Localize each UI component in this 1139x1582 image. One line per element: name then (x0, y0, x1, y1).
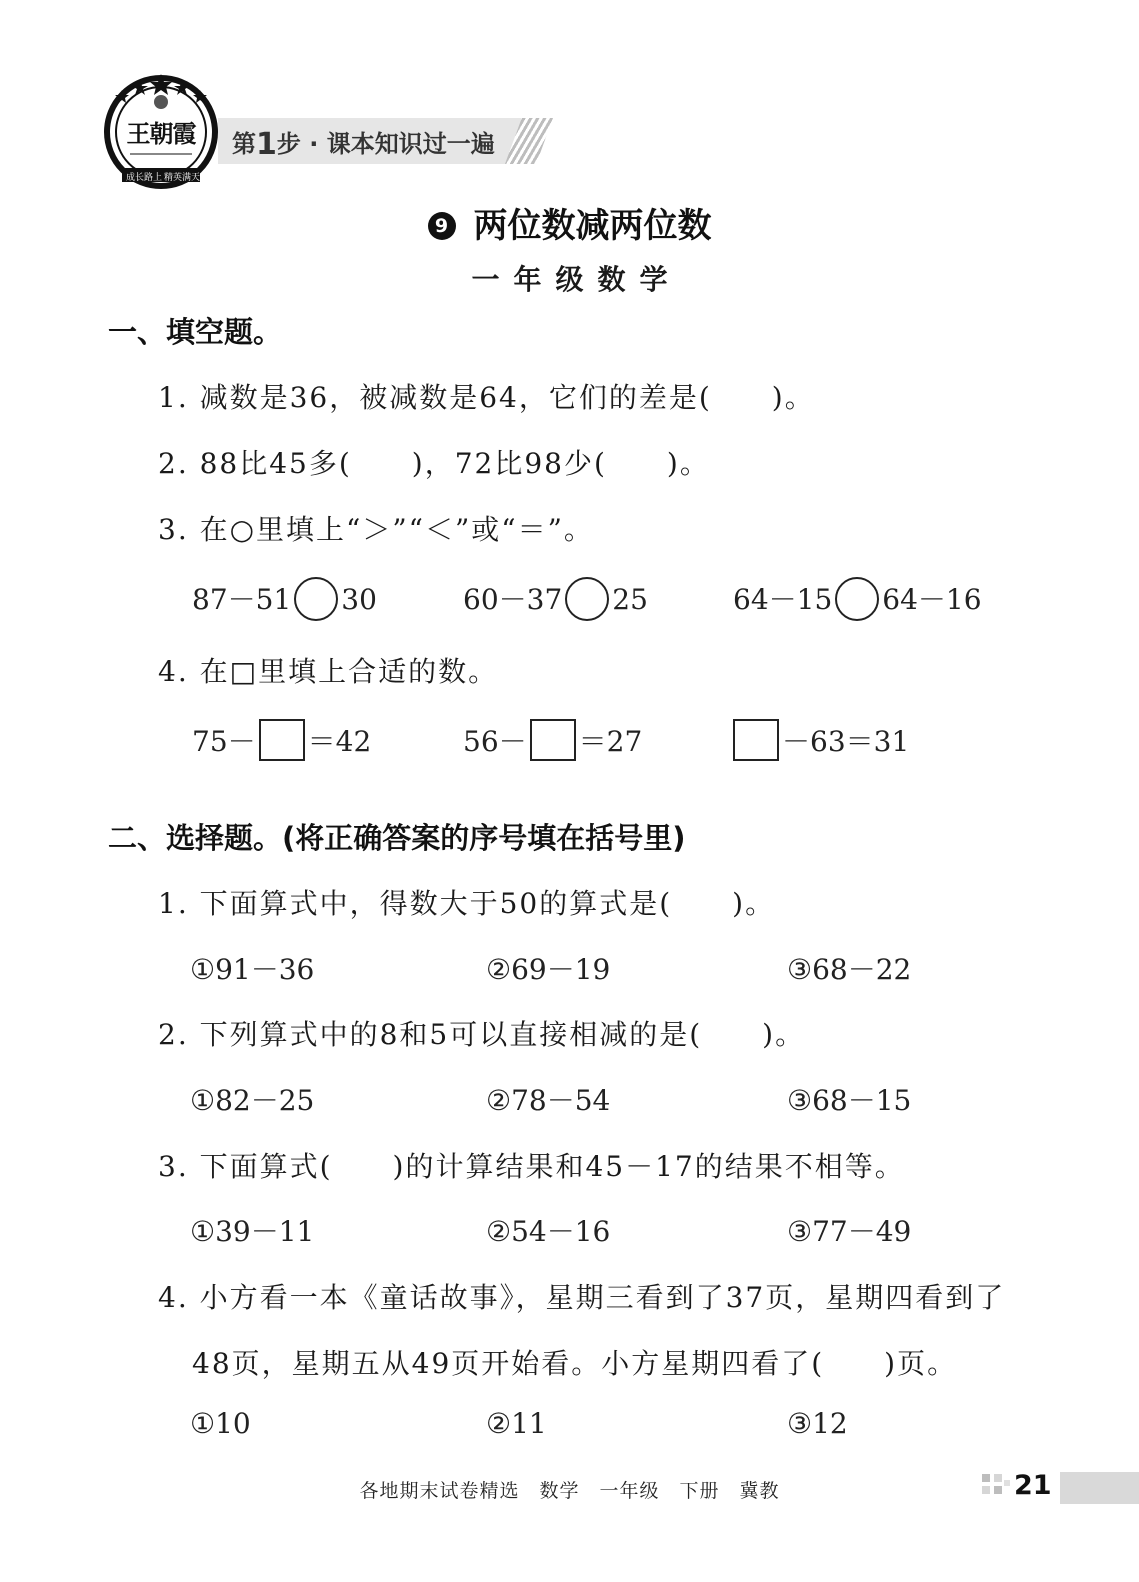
footer-pixel-decoration (982, 1474, 990, 1482)
fill-item-3 (730, 720, 909, 765)
fill-before: 75－ (192, 725, 256, 758)
section-heading-multiple-choice: 二、选择题。(将正确答案的序号填在括号里) (108, 821, 686, 855)
footer-pixel-decoration (994, 1474, 1002, 1482)
question-2-3: 3. 下面算式( )的计算结果和45－17的结果不相等。 (158, 1150, 905, 1183)
question-2-4-line1: 4. 小方看一本《童话故事》，星期三看到了37页，星期四看到了 (158, 1281, 1006, 1314)
compare-left: 60－37 (463, 583, 563, 616)
lesson-number-badge: 9 (428, 212, 456, 240)
answer-box[interactable] (259, 719, 305, 761)
page-number: 21 (1014, 1470, 1052, 1501)
option-2-3-c[interactable]: ③77－49 (787, 1215, 912, 1248)
fill-item-1 (192, 720, 371, 765)
option-2-1-b[interactable]: ②69－19 (486, 953, 611, 986)
footer-pixel-decoration (994, 1486, 1002, 1494)
step-banner-text (232, 124, 495, 160)
question-1-4: 4. 在□里填上合适的数。 (158, 655, 499, 688)
answer-circle[interactable] (835, 577, 879, 621)
footer-pixel-decoration (982, 1486, 990, 1494)
brand-logo (100, 72, 222, 190)
compare-item-2 (463, 578, 648, 624)
option-2-1-c[interactable]: ③68－22 (787, 953, 912, 986)
question-2-2: 2. 下列算式中的8和5可以直接相减的是( )。 (158, 1018, 806, 1051)
lesson-subtitle: 一年级数学 (471, 263, 682, 296)
footer-pixel-decoration (1004, 1480, 1010, 1486)
fill-item-2 (463, 720, 642, 765)
answer-box[interactable] (530, 719, 576, 761)
page-number-bar (1060, 1472, 1139, 1504)
logo-motto-right: 精英满天 (164, 173, 201, 183)
option-2-4-c[interactable]: ③12 (787, 1407, 848, 1440)
fill-after: ＝27 (578, 725, 643, 758)
compare-right: 25 (612, 583, 648, 616)
compare-item-1 (192, 578, 377, 624)
step-prefix: 第 (232, 130, 256, 158)
logo-motto-left: 成长路上 (126, 173, 163, 183)
step-suffix: 步 · 课本知识过一遍 (276, 130, 495, 158)
option-2-3-b[interactable]: ②54－16 (486, 1215, 611, 1248)
option-2-2-b[interactable]: ②78－54 (486, 1084, 611, 1117)
question-1-3: 3. 在○里填上“＞”“＜”或“＝”。 (158, 513, 594, 546)
lesson-title (0, 198, 1139, 247)
compare-left: 87－51 (192, 583, 292, 616)
question-2-4-line2: 48页，星期五从49页开始看。小方星期四看了( )页。 (192, 1347, 958, 1380)
option-2-2-a[interactable]: ①82－25 (190, 1084, 315, 1117)
answer-circle[interactable] (294, 577, 338, 621)
compare-left: 64－15 (733, 583, 833, 616)
option-2-1-a[interactable]: ①91－36 (190, 953, 315, 986)
step-number: 1 (256, 127, 277, 162)
footer-caption: 各地期末试卷精选 数学 一年级 下册 冀教 (359, 1480, 780, 1502)
compare-item-3 (733, 578, 982, 624)
fill-after: －63＝31 (782, 725, 910, 758)
answer-circle[interactable] (565, 577, 609, 621)
question-1-2: 2. 88比45多( )，72比98少( )。 (158, 447, 710, 480)
option-2-2-c[interactable]: ③68－15 (787, 1084, 912, 1117)
logo-name: 王朝霞 (126, 119, 196, 148)
fill-after: ＝42 (307, 725, 372, 758)
answer-box[interactable] (733, 719, 779, 761)
section-heading-fill-blank: 一、填空题。 (108, 315, 283, 349)
question-1-1: 1. 减数是36，被减数是64，它们的差是( )。 (158, 381, 815, 414)
question-2-1: 1. 下面算式中，得数大于50的算式是( )。 (158, 887, 776, 920)
compare-right: 64－16 (882, 583, 982, 616)
fill-before: 56－ (463, 725, 527, 758)
option-2-4-a[interactable]: ①10 (190, 1407, 251, 1440)
option-2-3-a[interactable]: ①39－11 (190, 1215, 315, 1248)
lesson-title-text: 两位数减两位数 (473, 206, 712, 246)
compare-right: 30 (341, 583, 377, 616)
option-2-4-b[interactable]: ②11 (486, 1407, 547, 1440)
